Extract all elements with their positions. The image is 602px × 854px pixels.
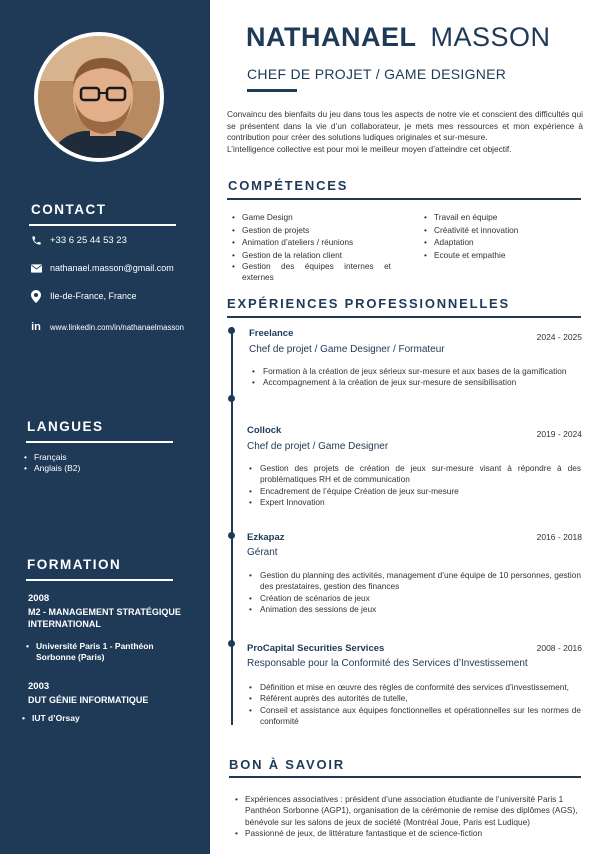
education-degree xyxy=(28,694,148,706)
contact-title: CONTACT xyxy=(31,202,107,217)
timeline-dot xyxy=(228,327,235,334)
location-pin-icon xyxy=(30,290,42,302)
languages-rule xyxy=(26,441,173,443)
experience-role: Responsable pour la Conformité des Services d’Investissement xyxy=(247,658,528,669)
contact-email[interactable] xyxy=(30,262,174,274)
education-school-line: Université Paris 1 - Panthéon xyxy=(36,641,154,651)
mail-icon xyxy=(30,262,42,274)
profile-photo xyxy=(38,36,164,162)
experience-task: • Référent auprès des autorités de tutelle, xyxy=(247,693,581,704)
contact-linkedin[interactable] xyxy=(30,321,184,333)
job-title: CHEF DE PROJET / GAME DESIGNER xyxy=(247,66,507,82)
experience-tasks xyxy=(247,570,581,615)
good-to-know-item: • Passionné de jeux, de littérature fantastique et de science-fiction xyxy=(233,828,583,839)
language-item: • Français xyxy=(22,452,80,463)
good-to-know-list xyxy=(233,794,583,839)
contact-phone-text: +33 6 25 44 53 23 xyxy=(50,234,127,246)
experience-company: ProCapital Securities Services xyxy=(247,643,385,654)
experience-tasks xyxy=(247,682,581,727)
skill-item: • Ecoute et empathie xyxy=(421,249,581,262)
intro-text xyxy=(227,109,583,155)
education-school xyxy=(20,713,80,724)
linkedin-icon: in xyxy=(31,321,41,333)
timeline-line xyxy=(231,327,233,725)
skill-item: • Gestion de la relation client xyxy=(229,249,391,262)
intro-paragraph: L’intelligence collective est pour moi le meilleur moyen d’atteindre cet objectif. xyxy=(227,143,512,154)
timeline-dot xyxy=(228,395,235,402)
experience-dates: 2019 - 2024 xyxy=(536,429,582,439)
experience-title: EXPÉRIENCES PROFESSIONNELLES xyxy=(227,296,511,311)
experience-task: • Accompagnement à la création de jeux sur-mesure de sensibilisation xyxy=(250,377,583,388)
contact-location xyxy=(30,290,137,302)
skill-item: • Créativité et innovation xyxy=(421,224,581,237)
experience-role: Chef de projet / Game Designer / Formateur xyxy=(249,344,445,355)
skills-rule xyxy=(227,198,581,200)
experience-task: • Définition et mise en œuvre des règles de conformité des services d’investissement, xyxy=(247,682,581,693)
skill-item: • Gestion de projets xyxy=(229,224,391,237)
experience-tasks xyxy=(250,366,583,389)
experience-company: Ezkapaz xyxy=(247,532,285,543)
experience-company: Freelance xyxy=(249,328,294,339)
timeline-dot xyxy=(228,532,235,539)
experience-company: Collock xyxy=(247,425,282,436)
experience-task: • Création de scénarios de jeux xyxy=(247,593,581,604)
skill-item: • Gestion des équipes internes et externes xyxy=(229,261,391,283)
experience-role: Gérant xyxy=(247,547,278,558)
languages-title: LANGUES xyxy=(27,419,104,434)
skill-item: • Animation d’ateliers / réunions xyxy=(229,236,391,249)
education-degree-line: M2 - MANAGEMENT STRATÉGIQUE xyxy=(28,607,181,617)
good-to-know-rule xyxy=(229,776,581,778)
experience-dates: 2016 - 2018 xyxy=(536,532,582,542)
skill-item: • Travail en équipe xyxy=(421,211,581,224)
contact-rule xyxy=(29,224,176,226)
experience-task: • Formation à la création de jeux sérieux sur-mesure et aux bases de la gamification xyxy=(250,366,583,377)
skills-list-col2 xyxy=(421,211,581,261)
contact-email-text: nathanael.masson@gmail.com xyxy=(50,263,174,273)
education-degree-line: INTERNATIONAL xyxy=(28,619,101,629)
skill-item: • Adaptation xyxy=(421,236,581,249)
education-school-item: • IUT d’Orsay xyxy=(20,713,80,724)
contact-location-text: Ile-de-France, France xyxy=(50,291,137,301)
language-item: • Anglais (B2) xyxy=(22,463,80,474)
experience-task: • Conseil et assistance aux équipes fonctionnelles et opérationnelles sur les normes de conformité xyxy=(247,705,581,728)
education-degree xyxy=(28,606,181,630)
sidebar xyxy=(0,0,210,854)
phone-icon xyxy=(30,234,42,246)
experience-task: • Expert Innovation xyxy=(247,497,581,508)
good-to-know-item: • Expériences associatives : président d’une association étudiante de l’université Paris 1 Panthéon Sorbonne (AGP1), organisation de la cérémonie de remise des diplômes (AGS), bénévole sur les salons de jeux de société (Montréal Joue, Paris est Ludique) xyxy=(233,794,583,828)
first-name: NATHANAEL xyxy=(246,22,417,52)
education-school-line: Sorbonne (Paris) xyxy=(36,652,105,662)
experience-task: • Encadrement de l’équipe Création de jeux sur-mesure xyxy=(247,486,581,497)
title-rule xyxy=(247,89,297,92)
full-name xyxy=(246,22,551,53)
experience-tasks xyxy=(247,463,581,508)
experience-dates: 2024 - 2025 xyxy=(536,332,582,342)
skills-title: COMPÉTENCES xyxy=(228,178,349,193)
experience-task: • Gestion des projets de création de jeux sur-mesure visant à répondre à des problématiques RH et de communication xyxy=(247,463,581,486)
education-school xyxy=(24,641,154,663)
skill-item: • Game Design xyxy=(229,211,391,224)
experience-dates: 2008 - 2016 xyxy=(536,643,582,653)
education-title: FORMATION xyxy=(27,557,122,572)
experience-role: Chef de projet / Game Designer xyxy=(247,441,389,452)
avatar xyxy=(34,32,164,162)
contact-linkedin-text: www.linkedin.com/in/nathanaelmasson xyxy=(50,322,184,332)
timeline-dot xyxy=(228,640,235,647)
skills-list-col1 xyxy=(229,211,391,283)
experience-task: • Gestion du planning des activités, management d’une équipe de 10 personnes, gestion des prestataires, gestion des finances xyxy=(247,570,581,593)
education-year: 2003 xyxy=(28,681,50,692)
experience-rule xyxy=(227,316,581,318)
intro-paragraph: Convaincu des bienfaits du jeu dans tous les aspects de notre vie et conscient des difficultés qui se présentent dans la vie d’un collaborateur, je mets mes ressources et mon expérience à contribution pour créer des solutions ludiques originales et sur-mesure. xyxy=(227,109,583,142)
languages-list xyxy=(22,452,80,474)
experience-task: • Animation des sessions de jeux xyxy=(247,604,581,615)
education-year: 2008 xyxy=(28,593,50,604)
education-degree-line: DUT GÉNIE INFORMATIQUE xyxy=(28,695,149,705)
education-rule xyxy=(26,579,173,581)
education-school-item xyxy=(24,641,154,663)
last-name: MASSON xyxy=(430,22,551,52)
good-to-know-title: BON À SAVOIR xyxy=(229,757,345,772)
contact-phone[interactable] xyxy=(30,234,127,246)
